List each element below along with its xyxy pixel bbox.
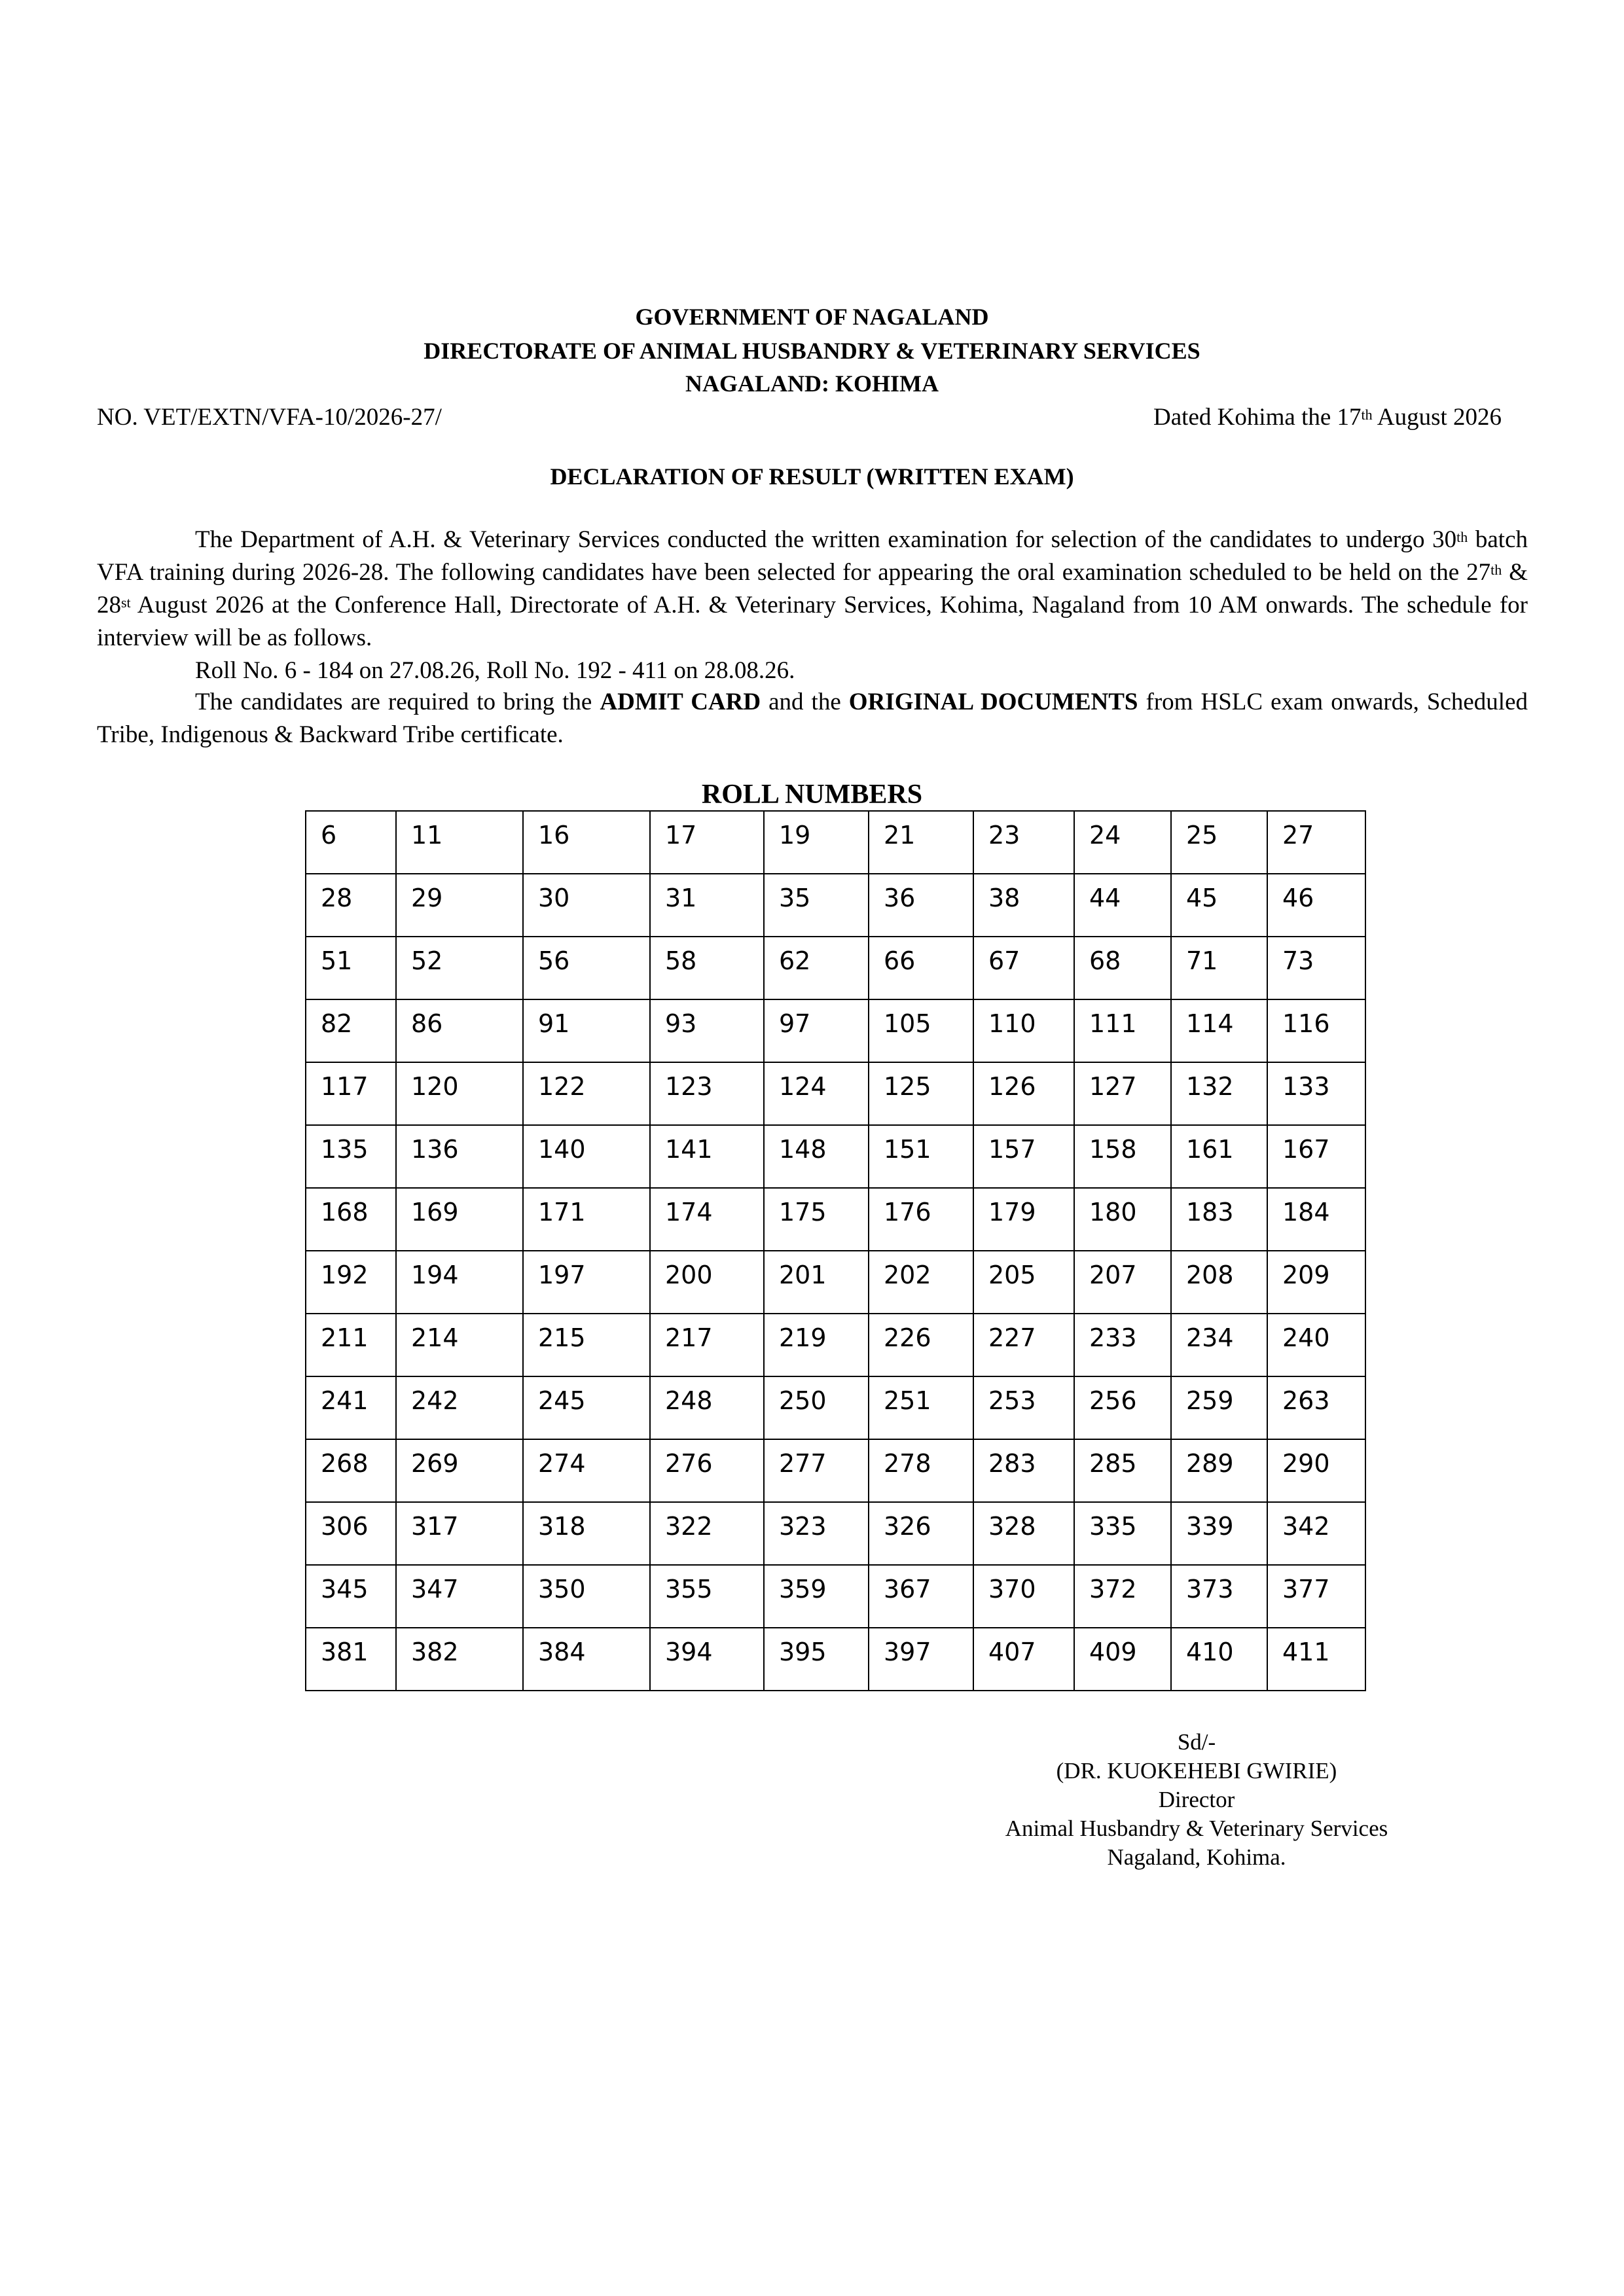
- table-row: [306, 1376, 1365, 1439]
- p1-sup-3: st: [121, 594, 131, 611]
- p1-sup-1: th: [1456, 529, 1468, 545]
- roll-number-cell: 175: [764, 1188, 869, 1251]
- p1-part-d: August 2026 at the Conference Hall, Directorate of A.H. & Veterinary Services, Kohima, Nagaland from 10 AM onwards. The schedule for interview will be as follows.: [97, 592, 1528, 651]
- roll-number-cell: 276: [650, 1439, 764, 1502]
- roll-number-cell: 219: [764, 1314, 869, 1376]
- paragraph-documents: [97, 686, 1528, 751]
- roll-number-cell: 111: [1074, 999, 1171, 1062]
- roll-number-cell: 205: [973, 1251, 1074, 1314]
- roll-number-cell: 382: [396, 1628, 523, 1691]
- roll-number-cell: 233: [1074, 1314, 1171, 1376]
- roll-number-cell: 17: [650, 811, 764, 874]
- roll-number-cell: 339: [1171, 1502, 1267, 1565]
- roll-number-cell: 71: [1171, 937, 1267, 999]
- roll-number-cell: 105: [869, 999, 973, 1062]
- roll-number-cell: 141: [650, 1125, 764, 1188]
- roll-number-cell: 35: [764, 874, 869, 937]
- table-row: [306, 811, 1365, 874]
- table-row: [306, 1125, 1365, 1188]
- roll-number-cell: 73: [1267, 937, 1365, 999]
- dated-prefix: Dated Kohima the 17: [1153, 404, 1362, 431]
- roll-number-cell: 259: [1171, 1376, 1267, 1439]
- roll-number-cell: 251: [869, 1376, 973, 1439]
- roll-number-cell: 409: [1074, 1628, 1171, 1691]
- roll-number-cell: 82: [306, 999, 396, 1062]
- roll-number-cell: 253: [973, 1376, 1074, 1439]
- table-row: [306, 1628, 1365, 1691]
- roll-number-cell: 38: [973, 874, 1074, 937]
- roll-number-cell: 256: [1074, 1376, 1171, 1439]
- roll-number-cell: 242: [396, 1376, 523, 1439]
- header-directorate: DIRECTORATE OF ANIMAL HUSBANDRY & VETERINARY SERVICES: [424, 338, 1200, 364]
- roll-number-cell: 326: [869, 1502, 973, 1565]
- original-documents-text: ORIGINAL DOCUMENTS: [848, 689, 1138, 715]
- roll-number-cell: 278: [869, 1439, 973, 1502]
- roll-number-cell: 126: [973, 1062, 1074, 1125]
- roll-number-cell: 359: [764, 1565, 869, 1628]
- roll-number-cell: 208: [1171, 1251, 1267, 1314]
- roll-number-cell: 347: [396, 1565, 523, 1628]
- roll-number-cell: 29: [396, 874, 523, 937]
- roll-number-cell: 157: [973, 1125, 1074, 1188]
- roll-number-cell: 136: [396, 1125, 523, 1188]
- table-row: [306, 1062, 1365, 1125]
- roll-number-cell: 66: [869, 937, 973, 999]
- roll-number-cell: 227: [973, 1314, 1074, 1376]
- roll-number-cell: 6: [306, 811, 396, 874]
- roll-number-cell: 209: [1267, 1251, 1365, 1314]
- roll-number-cell: 52: [396, 937, 523, 999]
- roll-number-cell: 46: [1267, 874, 1365, 937]
- roll-number-cell: 117: [306, 1062, 396, 1125]
- signatory-name: (DR. KUOKEHEBI GWIRIE): [1056, 1758, 1337, 1784]
- roll-number-cell: 23: [973, 811, 1074, 874]
- roll-number-cell: 248: [650, 1376, 764, 1439]
- p3-part-b: and the: [761, 689, 849, 715]
- roll-number-cell: 269: [396, 1439, 523, 1502]
- roll-number-cell: 335: [1074, 1502, 1171, 1565]
- roll-number-cell: 58: [650, 937, 764, 999]
- roll-number-cell: 306: [306, 1502, 396, 1565]
- roll-number-cell: 30: [523, 874, 650, 937]
- roll-number-cell: 202: [869, 1251, 973, 1314]
- roll-numbers-table: [305, 810, 1366, 1691]
- roll-number-cell: 226: [869, 1314, 973, 1376]
- roll-number-cell: 410: [1171, 1628, 1267, 1691]
- p3-part-c: from HSLC exam onwards, Scheduled Tribe, Indigenous & Backward Tribe certificate.: [97, 689, 1528, 748]
- roll-number-cell: 345: [306, 1565, 396, 1628]
- roll-number-cell: 56: [523, 937, 650, 999]
- roll-number-cell: 384: [523, 1628, 650, 1691]
- roll-number-cell: 215: [523, 1314, 650, 1376]
- roll-number-cell: 283: [973, 1439, 1074, 1502]
- roll-number-cell: 167: [1267, 1125, 1365, 1188]
- roll-number-cell: 24: [1074, 811, 1171, 874]
- roll-number-cell: 171: [523, 1188, 650, 1251]
- signature-sd: Sd/-: [1177, 1729, 1216, 1755]
- roll-number-cell: 31: [650, 874, 764, 937]
- roll-number-cell: 86: [396, 999, 523, 1062]
- table-row: [306, 999, 1365, 1062]
- roll-number-cell: 395: [764, 1628, 869, 1691]
- roll-number-cell: 179: [973, 1188, 1074, 1251]
- roll-number-cell: 250: [764, 1376, 869, 1439]
- roll-number-cell: 289: [1171, 1439, 1267, 1502]
- roll-number-cell: 328: [973, 1502, 1074, 1565]
- dated-sup: th: [1361, 406, 1373, 423]
- roll-number-cell: 323: [764, 1502, 869, 1565]
- table-row: [306, 874, 1365, 937]
- table-row: [306, 1251, 1365, 1314]
- roll-number-cell: 93: [650, 999, 764, 1062]
- roll-number-cell: 211: [306, 1314, 396, 1376]
- roll-number-cell: 192: [306, 1251, 396, 1314]
- roll-number-cell: 322: [650, 1502, 764, 1565]
- roll-number-cell: 124: [764, 1062, 869, 1125]
- roll-numbers-body: [306, 811, 1365, 1691]
- roll-number-cell: 28: [306, 874, 396, 937]
- p1-part-b: batch VFA training during 2026-28. The following candidates have been selected for appearing the oral examination scheduled to be held on the 27: [97, 526, 1528, 586]
- table-row: [306, 937, 1365, 999]
- roll-number-cell: 180: [1074, 1188, 1171, 1251]
- roll-number-cell: 367: [869, 1565, 973, 1628]
- roll-number-cell: 290: [1267, 1439, 1365, 1502]
- roll-number-cell: 214: [396, 1314, 523, 1376]
- roll-number-cell: 373: [1171, 1565, 1267, 1628]
- table-row: [306, 1439, 1365, 1502]
- dated-suffix: August 2026: [1372, 404, 1502, 431]
- roll-number-cell: 274: [523, 1439, 650, 1502]
- roll-number-cell: 114: [1171, 999, 1267, 1062]
- p3-part-a: The candidates are required to bring the: [195, 689, 600, 715]
- header-government: GOVERNMENT OF NAGALAND: [635, 304, 989, 330]
- roll-number-cell: 148: [764, 1125, 869, 1188]
- roll-number-cell: 123: [650, 1062, 764, 1125]
- roll-number-cell: 207: [1074, 1251, 1171, 1314]
- roll-number-cell: 116: [1267, 999, 1365, 1062]
- roll-numbers-heading: ROLL NUMBERS: [701, 780, 923, 810]
- roll-number-cell: 25: [1171, 811, 1267, 874]
- roll-number-cell: 201: [764, 1251, 869, 1314]
- roll-number-cell: 62: [764, 937, 869, 999]
- dated-line: [1153, 401, 1502, 435]
- roll-number-cell: 285: [1074, 1439, 1171, 1502]
- roll-number-cell: 16: [523, 811, 650, 874]
- roll-number-cell: 169: [396, 1188, 523, 1251]
- roll-number-cell: 36: [869, 874, 973, 937]
- roll-number-cell: 200: [650, 1251, 764, 1314]
- roll-number-cell: 277: [764, 1439, 869, 1502]
- table-row: [306, 1188, 1365, 1251]
- roll-number-cell: 151: [869, 1125, 973, 1188]
- roll-number-cell: 11: [396, 811, 523, 874]
- roll-number-cell: 355: [650, 1565, 764, 1628]
- header-location: NAGALAND: KOHIMA: [685, 370, 939, 397]
- admit-card-text: ADMIT CARD: [600, 689, 761, 715]
- roll-number-cell: 397: [869, 1628, 973, 1691]
- roll-number-cell: 161: [1171, 1125, 1267, 1188]
- roll-number-cell: 241: [306, 1376, 396, 1439]
- signatory-department: Animal Husbandry & Veterinary Services: [1005, 1816, 1388, 1841]
- roll-number-cell: 194: [396, 1251, 523, 1314]
- p1-part-a: The Department of A.H. & Veterinary Services conducted the written examination for selection of the candidates to undergo 30: [195, 526, 1457, 553]
- roll-number-cell: 234: [1171, 1314, 1267, 1376]
- roll-number-cell: 263: [1267, 1376, 1365, 1439]
- roll-number-cell: 91: [523, 999, 650, 1062]
- table-row: [306, 1502, 1365, 1565]
- roll-number-cell: 21: [869, 811, 973, 874]
- roll-number-cell: 125: [869, 1062, 973, 1125]
- signatory-designation: Director: [1158, 1787, 1235, 1812]
- table-row: [306, 1314, 1365, 1376]
- paragraph-announcement: [97, 524, 1528, 655]
- roll-number-cell: 158: [1074, 1125, 1171, 1188]
- roll-number-cell: 317: [396, 1502, 523, 1565]
- roll-number-cell: 240: [1267, 1314, 1365, 1376]
- roll-number-cell: 68: [1074, 937, 1171, 999]
- roll-number-cell: 372: [1074, 1565, 1171, 1628]
- roll-number-cell: 184: [1267, 1188, 1365, 1251]
- roll-number-cell: 45: [1171, 874, 1267, 937]
- paragraph-schedule: Roll No. 6 - 184 on 27.08.26, Roll No. 192 - 411 on 28.08.26.: [195, 657, 795, 684]
- roll-number-cell: 127: [1074, 1062, 1171, 1125]
- roll-number-cell: 135: [306, 1125, 396, 1188]
- p1-sup-2: th: [1490, 562, 1502, 578]
- roll-number-cell: 176: [869, 1188, 973, 1251]
- table-row: [306, 1565, 1365, 1628]
- roll-number-cell: 51: [306, 937, 396, 999]
- roll-number-cell: 133: [1267, 1062, 1365, 1125]
- roll-number-cell: 132: [1171, 1062, 1267, 1125]
- roll-number-cell: 370: [973, 1565, 1074, 1628]
- roll-number-cell: 197: [523, 1251, 650, 1314]
- roll-number-cell: 407: [973, 1628, 1074, 1691]
- reference-number: NO. VET/EXTN/VFA-10/2026-27/: [97, 404, 442, 431]
- roll-number-cell: 342: [1267, 1502, 1365, 1565]
- document-title: DECLARATION OF RESULT (WRITTEN EXAM): [550, 463, 1074, 490]
- roll-number-cell: 318: [523, 1502, 650, 1565]
- roll-number-cell: 122: [523, 1062, 650, 1125]
- roll-number-cell: 350: [523, 1565, 650, 1628]
- roll-number-cell: 183: [1171, 1188, 1267, 1251]
- roll-number-cell: 44: [1074, 874, 1171, 937]
- roll-number-cell: 381: [306, 1628, 396, 1691]
- roll-number-cell: 140: [523, 1125, 650, 1188]
- roll-number-cell: 67: [973, 937, 1074, 999]
- roll-number-cell: 120: [396, 1062, 523, 1125]
- roll-number-cell: 268: [306, 1439, 396, 1502]
- roll-number-cell: 411: [1267, 1628, 1365, 1691]
- signatory-place: Nagaland, Kohima.: [1107, 1844, 1286, 1870]
- roll-number-cell: 27: [1267, 811, 1365, 874]
- roll-number-cell: 217: [650, 1314, 764, 1376]
- roll-number-cell: 394: [650, 1628, 764, 1691]
- roll-number-cell: 174: [650, 1188, 764, 1251]
- roll-number-cell: 245: [523, 1376, 650, 1439]
- roll-number-cell: 110: [973, 999, 1074, 1062]
- roll-number-cell: 19: [764, 811, 869, 874]
- roll-number-cell: 377: [1267, 1565, 1365, 1628]
- roll-number-cell: 168: [306, 1188, 396, 1251]
- p1-part-c: & 28: [97, 559, 1528, 619]
- roll-number-cell: 97: [764, 999, 869, 1062]
